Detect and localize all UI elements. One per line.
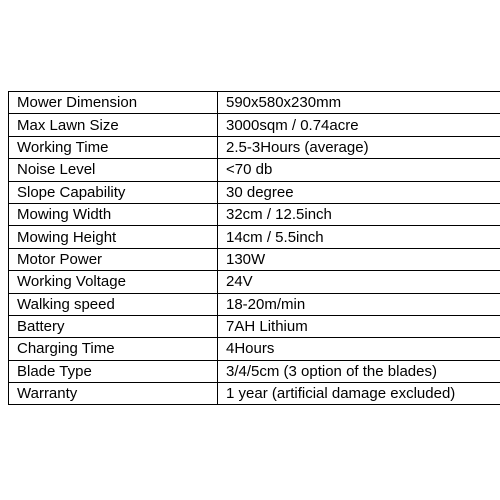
spec-label: Mowing Width	[9, 203, 218, 225]
spec-value: 1 year (artificial damage excluded)	[218, 383, 500, 405]
table-row	[9, 203, 500, 225]
spec-value: 32cm / 12.5inch	[218, 203, 500, 225]
table-row	[9, 159, 500, 181]
spec-label: Working Time	[9, 136, 218, 158]
spec-label: Motor Power	[9, 248, 218, 270]
table-row	[9, 315, 500, 337]
table-row	[9, 248, 500, 270]
table-row	[9, 360, 500, 382]
table-row	[9, 338, 500, 360]
spec-value: 4Hours	[218, 338, 500, 360]
spec-label: Working Voltage	[9, 271, 218, 293]
spec-table-body	[9, 92, 500, 405]
spec-value: 3000sqm / 0.74acre	[218, 114, 500, 136]
table-row	[9, 114, 500, 136]
table-row	[9, 293, 500, 315]
spec-label: Warranty	[9, 383, 218, 405]
spec-value: 14cm / 5.5inch	[218, 226, 500, 248]
spec-value: 590x580x230mm	[218, 92, 500, 114]
spec-value: 30 degree	[218, 181, 500, 203]
spec-label: Mower Dimension	[9, 92, 218, 114]
spec-label: Walking speed	[9, 293, 218, 315]
spec-value: 2.5-3Hours (average)	[218, 136, 500, 158]
spec-value: <70 db	[218, 159, 500, 181]
spec-value: 18-20m/min	[218, 293, 500, 315]
spec-label: Battery	[9, 315, 218, 337]
table-row	[9, 226, 500, 248]
spec-label: Charging Time	[9, 338, 218, 360]
table-row	[9, 383, 500, 405]
spec-label: Slope Capability	[9, 181, 218, 203]
spec-label: Noise Level	[9, 159, 218, 181]
spec-value: 7AH Lithium	[218, 315, 500, 337]
spec-value: 3/4/5cm (3 option of the blades)	[218, 360, 500, 382]
table-row	[9, 92, 500, 114]
spec-value: 24V	[218, 271, 500, 293]
table-row	[9, 181, 500, 203]
table-row	[9, 136, 500, 158]
table-row	[9, 271, 500, 293]
spec-value: 130W	[218, 248, 500, 270]
spec-table	[8, 91, 500, 405]
spec-label: Max Lawn Size	[9, 114, 218, 136]
spec-label: Blade Type	[9, 360, 218, 382]
spec-label: Mowing Height	[9, 226, 218, 248]
